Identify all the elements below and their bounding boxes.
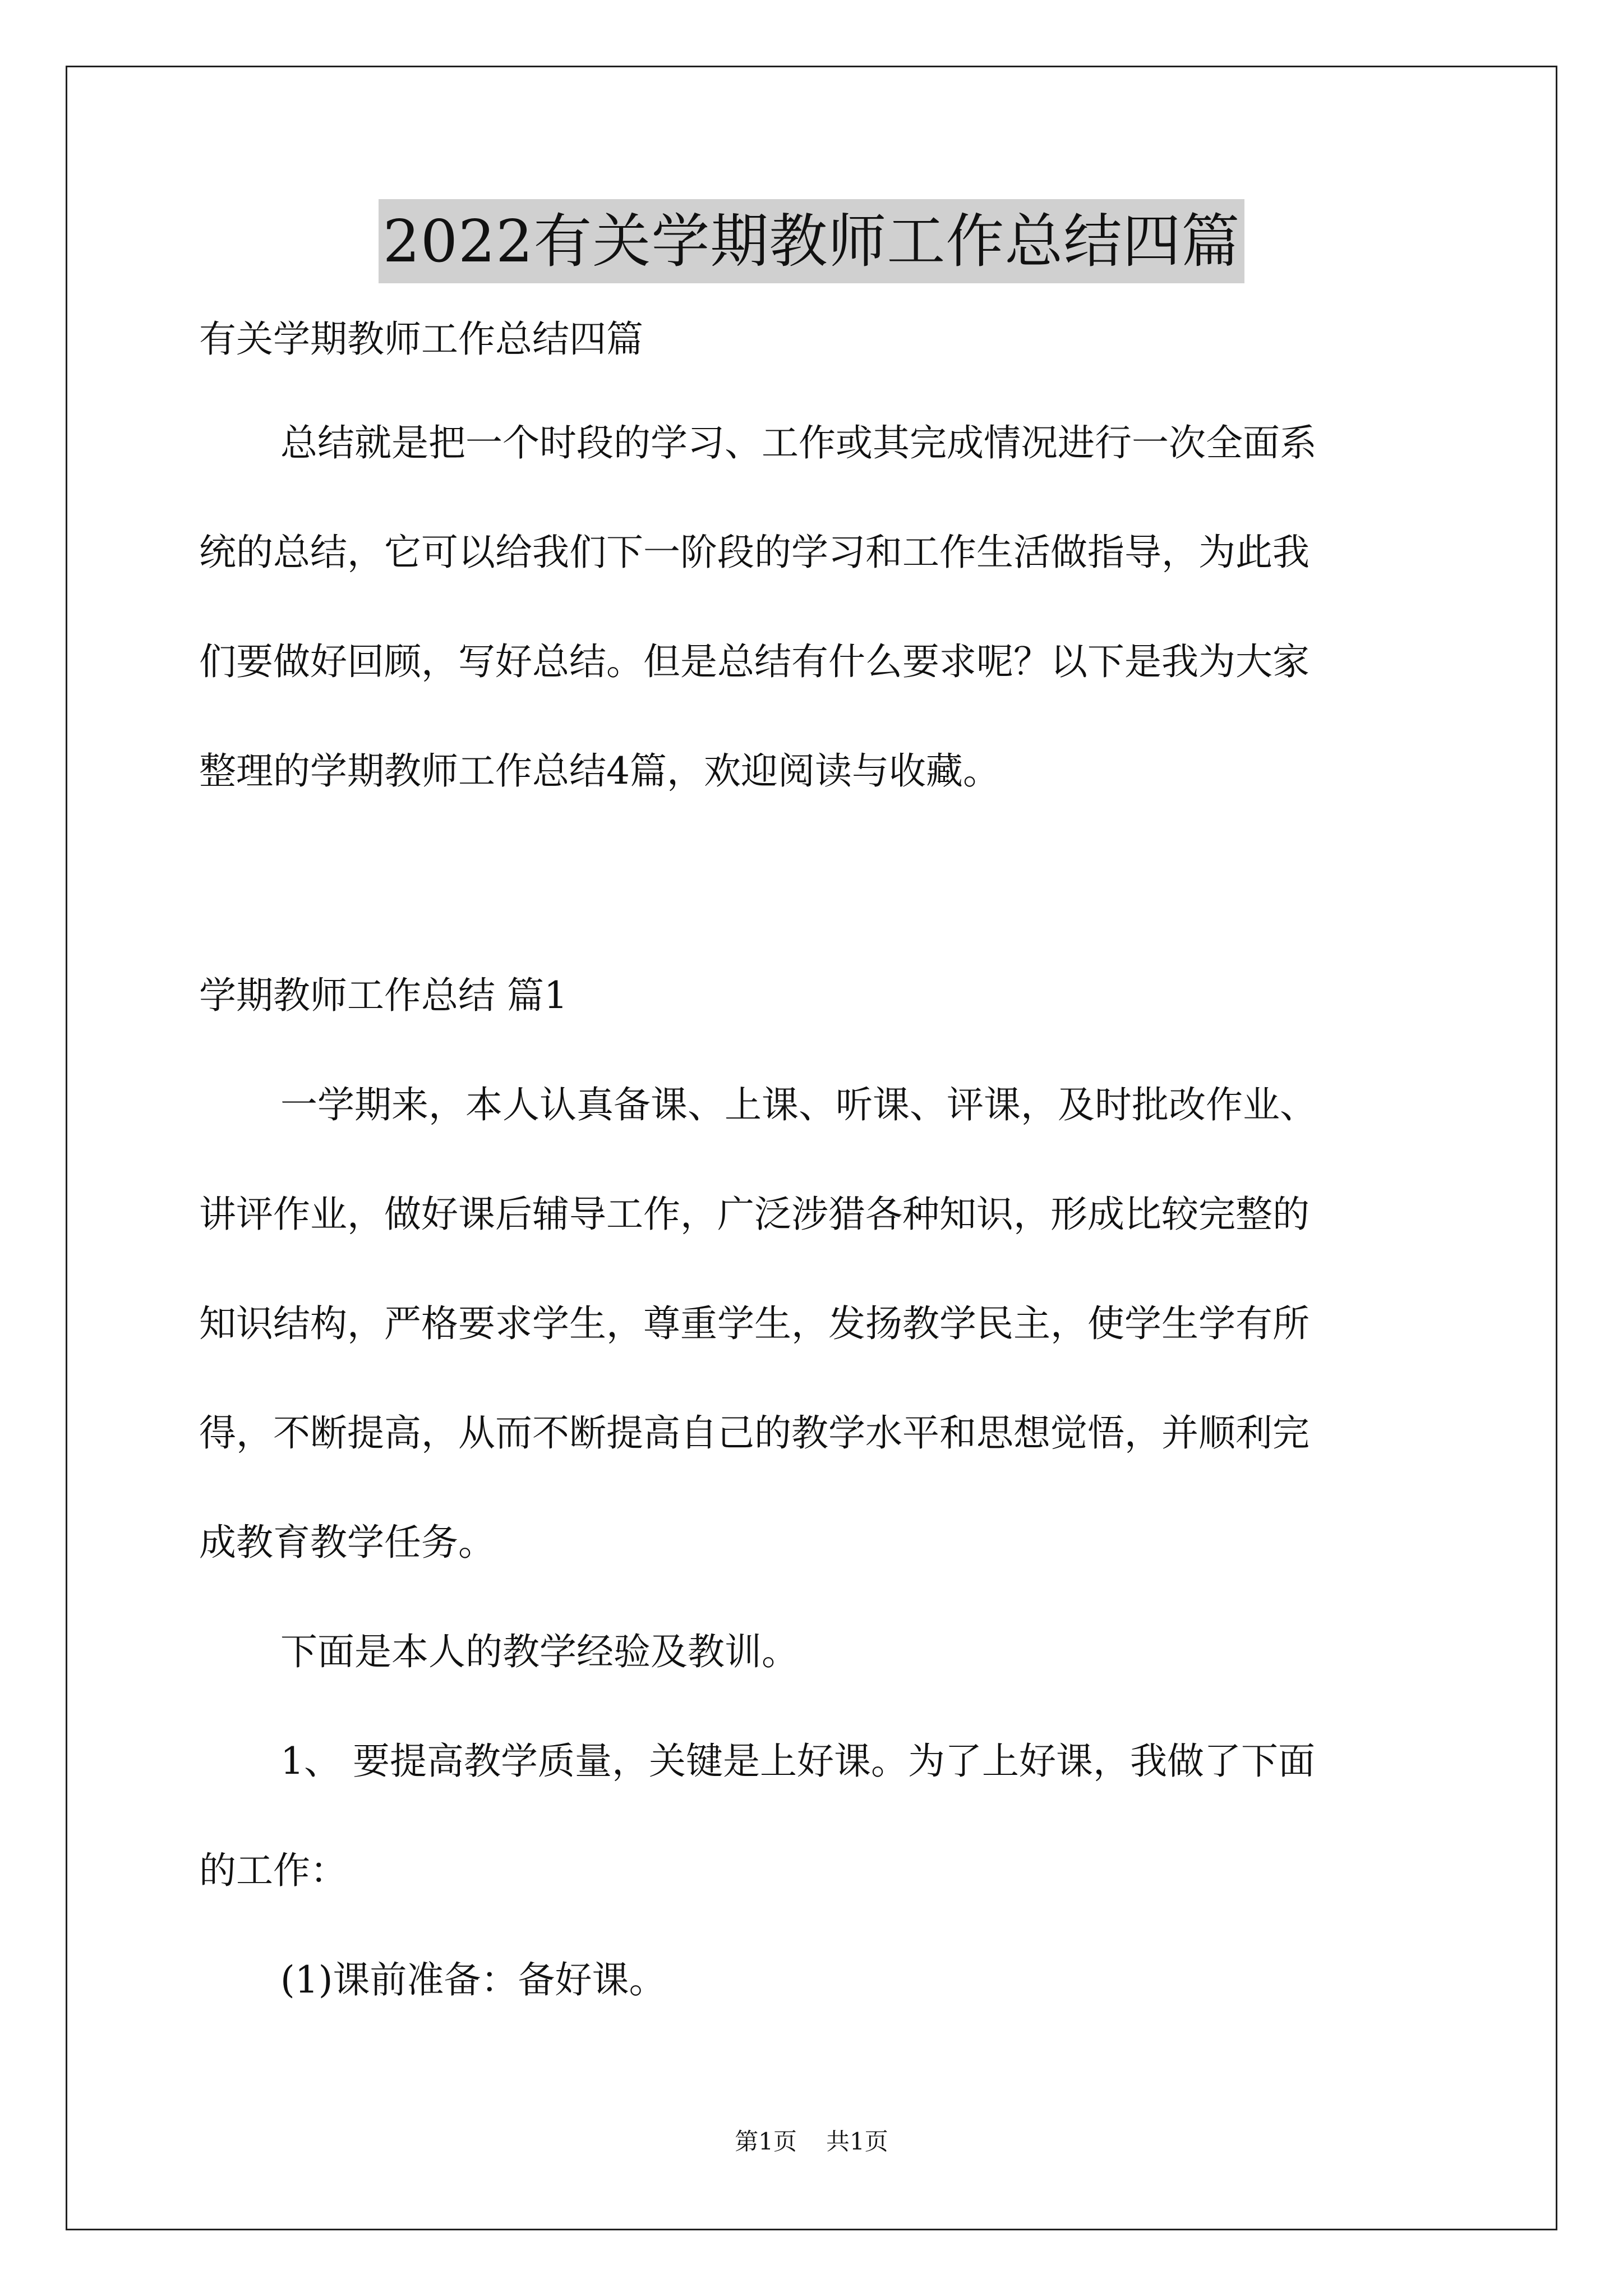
- section-heading: 学期教师工作总结 篇1: [199, 974, 568, 1017]
- para1-line: 讲评作业，做好课后辅导工作，广泛涉猎各种知识，形成比较完整的: [199, 1193, 1310, 1236]
- para3-line: 1、 要提高教学质量，关键是上好课。为了上好课，我做了下面: [280, 1740, 1315, 1783]
- para2: 下面是本人的教学经验及教训。: [280, 1630, 799, 1673]
- intro-line: 们要做好回顾，写好总结。但是总结有什么要求呢？以下是我为大家: [199, 640, 1310, 683]
- para1-line: 知识结构，严格要求学生，尊重学生，发扬教学民主，使学生学有所: [199, 1302, 1310, 1345]
- page-total: 共1页: [826, 2128, 888, 2155]
- intro-line: 总结就是把一个时段的学习、工作或其完成情况进行一次全面系: [280, 421, 1317, 464]
- para4: (1)课前准备：备好课。: [280, 1958, 666, 2001]
- page-border: [66, 66, 1557, 2230]
- para1-line: 得，不断提高，从而不断提高自己的教学水平和思想觉悟，并顺利完: [199, 1411, 1310, 1455]
- page-number: 第1页: [735, 2128, 797, 2155]
- subtitle: 有关学期教师工作总结四篇: [199, 318, 643, 361]
- intro-line: 统的总结，它可以给我们下一阶段的学习和工作生活做指导，为此我: [199, 531, 1310, 574]
- para1-line: 一学期来，本人认真备课、上课、听课、评课，及时批改作业、: [280, 1083, 1317, 1126]
- para3-line: 的工作：: [199, 1849, 347, 1892]
- document-title-text: 2022有关学期教师工作总结四篇: [379, 199, 1245, 283]
- document-title: [0, 199, 1623, 283]
- intro-line: 整理的学期教师工作总结4篇，欢迎阅读与收藏。: [199, 749, 1000, 793]
- page-footer: [0, 2125, 1623, 2159]
- para1-line: 成教育教学任务。: [199, 1521, 495, 1564]
